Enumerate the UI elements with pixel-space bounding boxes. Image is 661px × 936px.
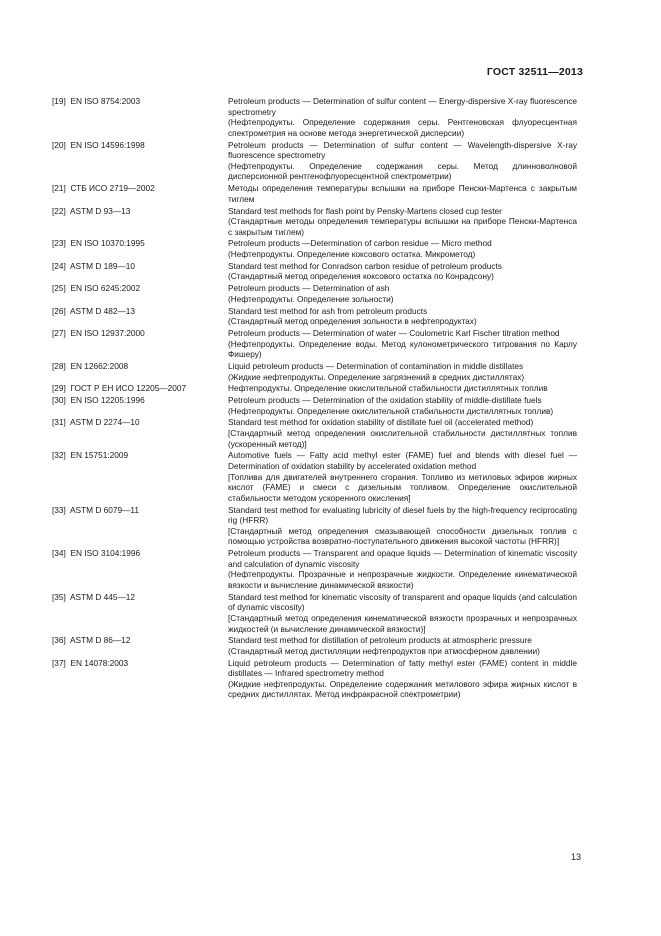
reference-translation: (Стандартный метод определения коксового остатка по Конрадсону) xyxy=(228,271,494,282)
reference-item xyxy=(52,140,577,182)
reference-title: Методы определения температуры вспышки на приборе Пенски-Мартенса с закрытым тиглем xyxy=(228,183,577,204)
reference-description xyxy=(228,206,577,238)
reference-title: Automotive fuels — Fatty acid methyl ester (FAME) fuel and blends with diesel fuel — Determination of oxidation stability by accelerated oxidation method xyxy=(228,450,577,472)
reference-number: [34] xyxy=(52,548,66,559)
reference-description xyxy=(228,328,577,360)
reference-description xyxy=(228,417,577,449)
reference-standard-code: EN ISO 6245:2002 xyxy=(70,283,141,294)
reference-item xyxy=(52,206,577,238)
reference-code xyxy=(52,658,228,700)
reference-title: Standard test method for kinematic viscosity of transparent and opaque liquids (and calculation of dynamic viscosity) xyxy=(228,591,577,613)
reference-translation: (Жидкие нефтепродукты. Определение содержания метилового эфира жирных кислот в средних дистиллятах. Метод инфракрасной спектрометрии) xyxy=(228,678,577,700)
reference-number: [33] xyxy=(52,504,66,515)
reference-code xyxy=(52,96,228,138)
reference-title: Petroleum products — Determination of sulfur content — Wavelength-dispersive X-ray fluorescence spectrometry xyxy=(228,139,577,161)
reference-description xyxy=(228,548,577,590)
reference-item xyxy=(52,328,577,360)
reference-standard-code: EN ISO 14596:1998 xyxy=(70,139,145,150)
reference-number: [22] xyxy=(52,205,66,216)
reference-code xyxy=(52,238,228,259)
reference-translation: (Стандартный метод дистилляции нефтепродуктов при атмосферном давлении) xyxy=(228,645,540,656)
reference-number: [26] xyxy=(52,305,66,316)
reference-standard-code: EN ISO 3104:1996 xyxy=(70,548,141,559)
reference-translation: (Нефтепродукты. Определение воды. Метод кулонометрического титрования по Карлу Фишеру) xyxy=(228,338,577,360)
reference-title: Standard test method for ash from petroleum products xyxy=(228,305,428,316)
reference-description xyxy=(228,306,577,327)
document-standard-number: ГОСТ 32511—2013 xyxy=(486,66,583,78)
reference-item xyxy=(52,548,577,590)
reference-translation: [Топлива для двигателей внутреннего сгорания. Топливо из метиловых эфиров жирных кислот (FAME) и смеси с дизельным топливом. Определение окислительной стабильности методом ускоренного окисления] xyxy=(228,471,577,503)
reference-title: Liquid petroleum products — Determination of fatty methyl ester (FAME) content in middle distillates — Infrared spectrometry method xyxy=(228,657,577,679)
reference-translation: (Нефтепродукты. Определение содержания серы. Метод длинноволновой дисперсионной рентгенофлуоресцентной спектрометрии) xyxy=(228,160,577,182)
reference-description xyxy=(228,658,577,700)
reference-item xyxy=(52,283,577,304)
reference-code xyxy=(52,395,228,416)
reference-description xyxy=(228,395,577,416)
reference-translation: (Жидкие нефтепродукты. Определение загрязнений в средних дистиллятах) xyxy=(228,371,525,382)
reference-number: [21] xyxy=(52,183,66,194)
reference-item xyxy=(52,183,577,204)
reference-translation: (Нефтепродукты. Определение окислительной стабильности дистиллятных топлив) xyxy=(228,405,554,416)
reference-number: [25] xyxy=(52,283,66,294)
reference-code xyxy=(52,505,228,547)
reference-code xyxy=(52,548,228,590)
reference-description xyxy=(228,140,577,182)
reference-description xyxy=(228,261,577,282)
reference-title: Petroleum products — Determination of water — Coulometric Karl Fischer titration method xyxy=(228,327,560,338)
reference-item xyxy=(52,96,577,138)
reference-item xyxy=(52,635,577,656)
reference-title: Petroleum products — Transparent and opaque liquids — Determination of kinematic viscosity and calculation of dynamic viscosity xyxy=(228,548,577,569)
reference-translation: (Стандартный метод определения зольности в нефтепродуктах) xyxy=(228,316,477,327)
reference-item xyxy=(52,450,577,503)
reference-code xyxy=(52,417,228,449)
reference-description xyxy=(228,592,577,634)
reference-title: Standard test method for distillation of petroleum products at atmospheric pressure xyxy=(228,635,532,646)
reference-standard-code: ГОСТ Р ЕН ИСО 12205—2007 xyxy=(70,383,187,394)
reference-description xyxy=(228,383,577,394)
reference-number: [28] xyxy=(52,360,66,371)
reference-item xyxy=(52,658,577,700)
reference-description xyxy=(228,635,577,656)
reference-number: [36] xyxy=(52,635,66,646)
reference-item xyxy=(52,395,577,416)
page-number: 13 xyxy=(570,852,581,862)
reference-code xyxy=(52,328,228,360)
reference-translation: [Стандартный метод определения окислительной стабильности дистиллятных топлив (ускоренный метод)] xyxy=(228,428,577,449)
reference-title: Petroleum products — Determination of sulfur content — Energy-dispersive X-ray fluorescence spectrometry xyxy=(228,96,577,117)
reference-item xyxy=(52,238,577,259)
reference-description xyxy=(228,450,577,503)
reference-standard-code: EN 12662:2008 xyxy=(70,360,129,371)
reference-standard-code: ASTM D 6079—11 xyxy=(70,504,140,515)
reference-code xyxy=(52,283,228,304)
reference-description xyxy=(228,361,577,382)
reference-translation: [Стандартный метод определения кинематической вязкости прозрачных и непрозрачных жидкостей (и вычисление динамической вязкости)] xyxy=(228,612,577,634)
references-list xyxy=(52,96,577,701)
reference-number: [27] xyxy=(52,327,66,338)
reference-code xyxy=(52,261,228,282)
reference-standard-code: EN ISO 10370:1995 xyxy=(70,238,145,249)
reference-number: [24] xyxy=(52,260,66,271)
reference-item xyxy=(52,417,577,449)
reference-description xyxy=(228,183,577,204)
reference-standard-code: ASTM D 482—13 xyxy=(70,305,136,316)
reference-title: Petroleum products — Determination of ash xyxy=(228,283,390,294)
reference-number: [29] xyxy=(52,383,66,394)
reference-code xyxy=(52,635,228,656)
reference-title: Liquid petroleum products — Determination of contamination in middle distillates xyxy=(228,360,524,371)
reference-standard-code: EN ISO 12205:1996 xyxy=(70,395,145,406)
reference-code xyxy=(52,450,228,503)
reference-code xyxy=(52,183,228,204)
reference-translation: (Нефтепродукты. Определение зольности) xyxy=(228,293,394,304)
reference-translation: (Нефтепродукты. Прозрачные и непрозрачные жидкости. Определение кинематической вязкости и вычисление динамической вязкости) xyxy=(228,569,577,590)
reference-number: [32] xyxy=(52,450,66,461)
reference-translation: (Стандартные методы определения температуры вспышки на приборе Пенски-Мартенса с закрытым тиглем) xyxy=(228,216,577,237)
reference-code xyxy=(52,206,228,238)
reference-item xyxy=(52,261,577,282)
reference-description xyxy=(228,96,577,138)
reference-number: [35] xyxy=(52,591,66,602)
reference-standard-code: ASTM D 93—13 xyxy=(70,205,131,216)
reference-standard-code: EN ISO 12937:2000 xyxy=(70,327,145,338)
reference-title: Standard test method for oxidation stability of distillate fuel oil (accelerated method) xyxy=(228,417,534,428)
reference-standard-code: EN ISO 8754:2003 xyxy=(70,96,141,106)
reference-title: Petroleum products — Determination of the oxidation stability of middle-distillate fuels xyxy=(228,395,542,406)
reference-translation: (Нефтепродукты. Определение коксового остатка. Микрометод) xyxy=(228,249,476,260)
reference-item xyxy=(52,361,577,382)
reference-number: [30] xyxy=(52,395,66,406)
reference-description xyxy=(228,505,577,547)
reference-standard-code: EN 15751:2009 xyxy=(70,450,129,461)
reference-title: Petroleum products —Determination of carbon residue — Micro method xyxy=(228,238,492,249)
reference-title: Нефтепродукты. Определение окислительной стабильности дистиллятных топлив xyxy=(228,383,548,394)
reference-code xyxy=(52,361,228,382)
reference-number: [37] xyxy=(52,657,66,668)
reference-item xyxy=(52,383,577,394)
reference-item xyxy=(52,306,577,327)
reference-title: Standard test method for evaluating lubricity of diesel fuels by the high-frequency reciprocating rig (HFRR) xyxy=(228,504,577,526)
reference-translation: [Стандартный метод определения смазывающей способности дизельных топлив с помощью устройства возвратно-поступательного движения высокой частоты (HFRR)] xyxy=(228,525,577,547)
reference-number: [20] xyxy=(52,139,66,150)
reference-standard-code: ASTM D 189—10 xyxy=(70,260,136,271)
reference-code xyxy=(52,306,228,327)
reference-item xyxy=(52,592,577,634)
reference-code xyxy=(52,383,228,394)
reference-standard-code: EN 14078:2003 xyxy=(70,657,129,668)
reference-description xyxy=(228,283,577,304)
reference-description xyxy=(228,238,577,259)
reference-number: [23] xyxy=(52,238,66,249)
reference-title: Standard test methods for flash point by Pensky-Martens closed cup tester xyxy=(228,205,502,216)
reference-number: [19] xyxy=(52,96,66,106)
reference-standard-code: СТБ ИСО 2719—2002 xyxy=(70,183,155,194)
reference-number: [31] xyxy=(52,417,66,428)
reference-standard-code: ASTM D 445—12 xyxy=(70,591,136,602)
reference-standard-code: ASTM D 86—12 xyxy=(70,635,131,646)
reference-code xyxy=(52,592,228,634)
reference-translation: (Нефтепродукты. Определение содержания серы. Рентгеновская флуоресцентная спектрометрия на основе метода энергетической дисперсии) xyxy=(228,117,577,138)
reference-item xyxy=(52,505,577,547)
reference-code xyxy=(52,140,228,182)
reference-standard-code: ASTM D 2274—10 xyxy=(70,417,140,428)
reference-title: Standard test method for Conradson carbon residue of petroleum products xyxy=(228,260,502,271)
